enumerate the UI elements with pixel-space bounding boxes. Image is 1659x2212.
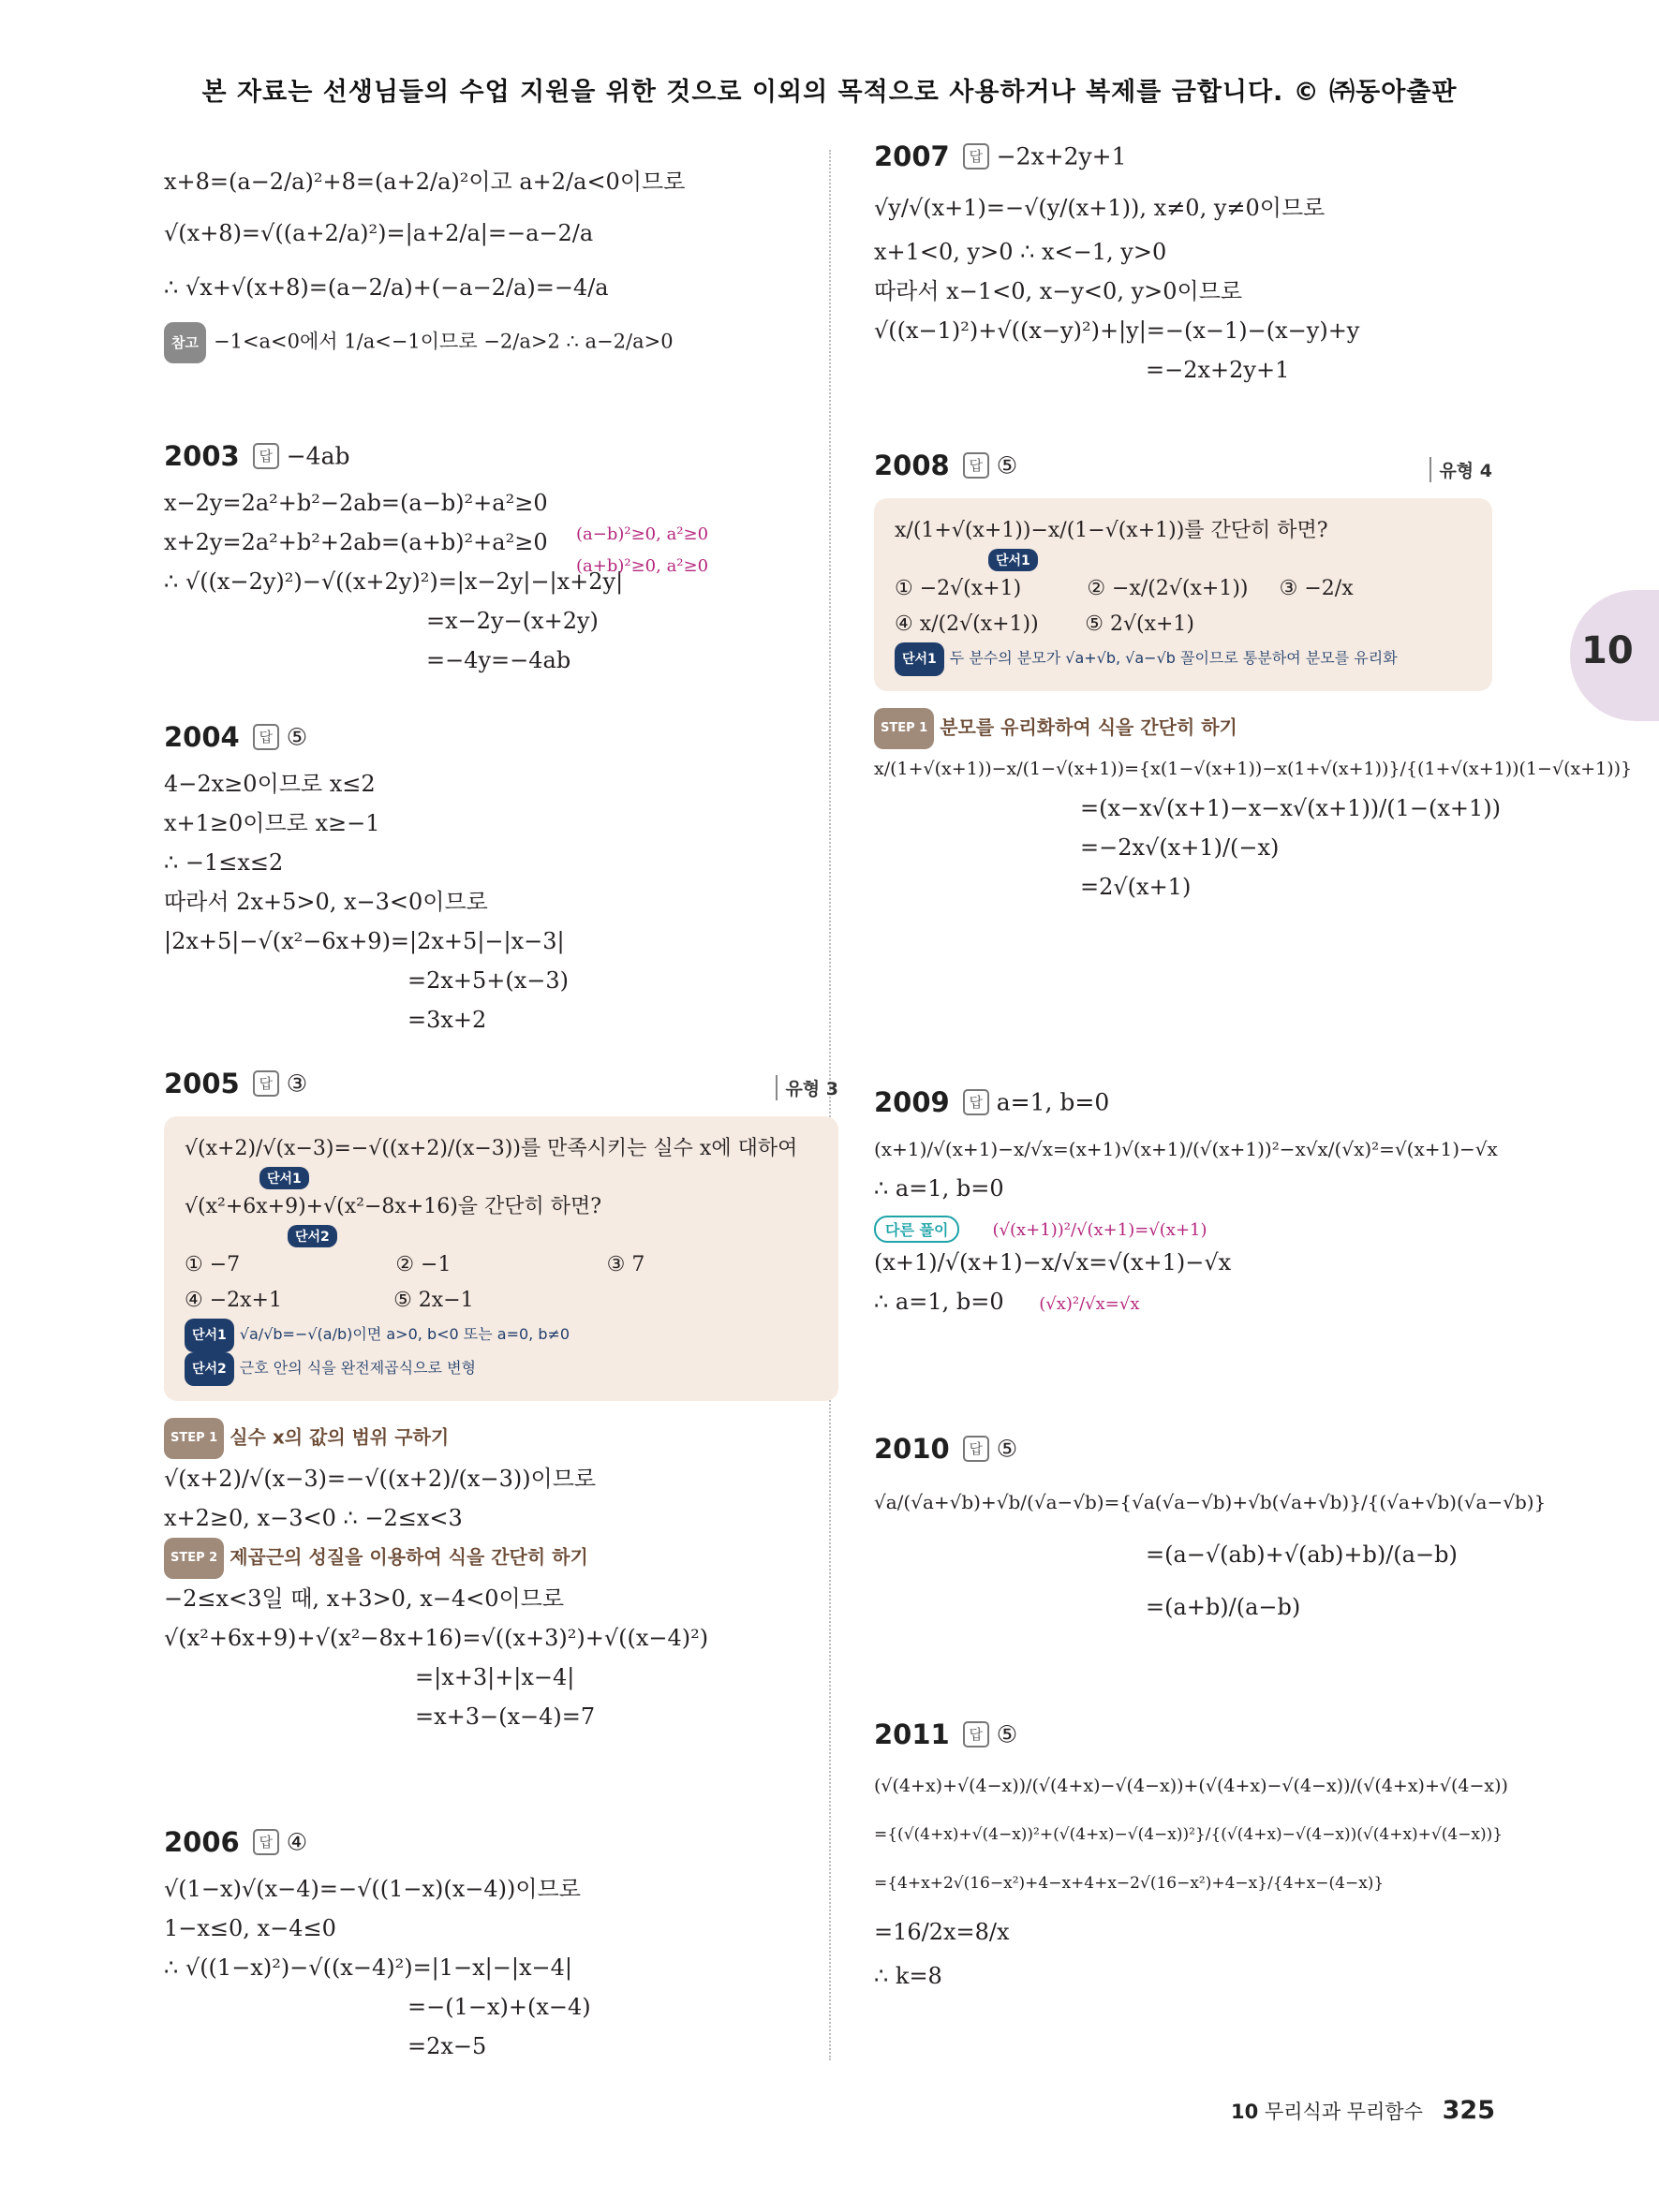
- solution-line: x+1<0, y>0 ∴ x<−1, y>0: [874, 239, 1167, 265]
- problem-header: [874, 140, 1492, 184]
- answer-mark-icon: 답: [253, 1070, 279, 1097]
- options-row: [185, 1247, 818, 1283]
- solution-line: =(a+b)/(a−b): [1146, 1594, 1301, 1620]
- solution-line: =x+3−(x−4)=7: [415, 1703, 596, 1730]
- side-note: (a−b)²≥0, a²≥0: [576, 524, 709, 544]
- solution-line: 4−2x≥0이므로 x≤2: [164, 771, 376, 797]
- problem-type-label: 유형 4: [1429, 457, 1492, 482]
- option: ③ −2/x: [1279, 577, 1354, 600]
- problem-statement: √(x+2)/√(x−3)=−√((x+2)/(x−3))를 만족시키는 실수 x에 대하여: [185, 1137, 798, 1160]
- option: ④ −2x+1: [185, 1289, 282, 1312]
- step-heading: STEP 1 실수 x의 값의 범위 구하기: [164, 1418, 838, 1459]
- option: ⑤ 2x−1: [393, 1289, 474, 1312]
- problem-header: [874, 1086, 1492, 1129]
- reference-note: [164, 322, 838, 363]
- problem-header: [164, 1068, 838, 1111]
- hint-line: 단서2 근호 안의 식을 완전제곱식으로 변형: [185, 1352, 818, 1386]
- solution-line: 1−x≤0, x−4≤0: [164, 1915, 336, 1941]
- solution-line: =16/2x=8/x: [874, 1919, 1010, 1945]
- option: ④ x/(2√(x+1)): [895, 612, 1039, 636]
- footer-chapter: 10: [1231, 2101, 1259, 2123]
- solution-line: ∴ √((x−2y)²)−√((x+2y)²)=|x−2y|−|x+2y|: [164, 568, 624, 595]
- solution-line: =2√(x+1): [1080, 874, 1192, 900]
- answer-mark-icon: 답: [253, 443, 279, 469]
- solution-line: ∴ −1≤x≤2: [164, 849, 284, 876]
- hint-line: 단서1 두 분수의 분모가 √a+√b, √a−√b 꼴이므로 통분하여 분모를 유리화: [895, 642, 1472, 676]
- solution-line: =2x−5: [407, 2033, 487, 2059]
- problem-2009: [874, 1086, 1498, 1324]
- options-row: [895, 607, 1276, 642]
- solution-line: ∴ k=8: [874, 1963, 942, 1989]
- solution-line: =x−2y−(x+2y): [426, 608, 599, 634]
- solution-line: |2x+5|−√(x²−6x+9)=|2x+5|−|x−3|: [164, 928, 565, 954]
- solution-line: −2≤x<3일 때, x+3>0, x−4<0이므로: [164, 1585, 565, 1612]
- solution-line: √(x²+6x+9)+√(x²−8x+16)=√((x+3)²)+√((x−4)²): [164, 1625, 709, 1651]
- problem-number: 2005: [164, 1068, 240, 1099]
- answer-mark-icon: 답: [253, 1829, 279, 1855]
- solution-line: √(1−x)√(x−4)=−√((1−x)(x−4))이므로: [164, 1876, 581, 1902]
- solution-line: (√(4+x)+√(4−x))/(√(4+x)−√(4−x))+(√(4+x)−√(4−x))/(√(4+x)+√(4−x)): [874, 1776, 1508, 1796]
- option: ① −2√(x+1): [895, 577, 1022, 600]
- step-heading: STEP 2 제곱근의 성질을 이용하여 식을 간단히 하기: [164, 1538, 838, 1579]
- problem-number: 2003: [164, 440, 240, 472]
- solution-line: √y/√(x+1)=−√(y/(x+1)), x≠0, y≠0이므로: [874, 195, 1326, 221]
- problem-statement: x/(1+√(x+1))−x/(1−√(x+1))를 간단히 하면?: [895, 519, 1328, 542]
- solution-line: =(x−x√(x+1)−x−x√(x+1))/(1−(x+1)): [1080, 795, 1502, 821]
- problem-2011: [874, 1718, 1508, 1996]
- problem-2010: [874, 1433, 1547, 1633]
- problem-2004: [164, 721, 838, 1040]
- problem-2007: [874, 140, 1492, 390]
- problem-2005: [164, 1068, 838, 1736]
- solution-line: x+1≥0이므로 x≥−1: [164, 810, 380, 836]
- solution-line: √a/(√a+√b)+√b/(√a−√b)={√a(√a−√b)+√b(√a+√b)}/{(√a+√b)(√a−√b)}: [874, 1491, 1547, 1513]
- option: ② −1: [395, 1253, 452, 1276]
- problem-2003: [164, 440, 838, 680]
- solution-line: x+2≥0, x−3<0 ∴ −2≤x<3: [164, 1505, 463, 1531]
- chapter-tab-label: 10: [1581, 629, 1634, 672]
- answer-value: ⑤: [286, 723, 308, 751]
- solution-line: =(a−√(ab)+√(ab)+b)/(a−b): [1146, 1541, 1458, 1568]
- reference-chip: 참고: [164, 322, 206, 363]
- solution-line: x+8=(a−2/a)²+8=(a+2/a)²이고 a+2/a<0이므로: [164, 169, 686, 195]
- solution-line: =−4y=−4ab: [426, 647, 571, 673]
- solution-line: =−(1−x)+(x−4): [407, 1994, 591, 2020]
- solution-line: ∴ √x+√(x+8)=(a−2/a)+(−a−2/a)=−4/a: [164, 274, 609, 301]
- side-note: (√x)²/√x=√x: [1039, 1294, 1140, 1314]
- problem-header: [164, 440, 838, 483]
- solution-line: x/(1+√(x+1))−x/(1−√(x+1))={x(1−√(x+1))−x(1+√(x+1))}/{(1+√(x+1))(1−√(x+1))}: [874, 759, 1633, 779]
- solution-line: =−2x√(x+1)/(−x): [1080, 834, 1280, 861]
- alternative-solution: [874, 1216, 1492, 1324]
- answer-value: ④: [286, 1828, 308, 1856]
- options-row: [185, 1283, 602, 1319]
- solution-line: 따라서 x−1<0, x−y<0, y>0이므로: [874, 278, 1243, 304]
- options-row: [895, 571, 1472, 607]
- problem-box: [874, 498, 1492, 691]
- problem-header: [874, 1718, 1492, 1762]
- solution-line: =|x+3|+|x−4|: [415, 1664, 575, 1690]
- hint-marker: 단서2: [185, 1225, 818, 1247]
- problem-number: 2009: [874, 1086, 950, 1118]
- answer-mark-icon: 답: [963, 1436, 989, 1462]
- answer-value: ⑤: [996, 451, 1018, 479]
- answer-mark-icon: 답: [963, 452, 989, 479]
- solution-line: √(x+8)=√((a+2/a)²)=|a+2/a|=−a−2/a: [164, 220, 594, 246]
- solution-line: ∴ a=1, b=0 (√x)²/√x=√x: [874, 1289, 1140, 1315]
- solution-line: (x+1)/√(x+1)−x/√x=(x+1)√(x+1)/(√(x+1))²−x√x/(√x)²=√(x+1)−√x: [874, 1138, 1498, 1160]
- problem-number: 2007: [874, 140, 950, 172]
- problem-header: [874, 450, 1492, 493]
- answer-value: −2x+2y+1: [996, 142, 1127, 170]
- solution-line: √((x−1)²)+√((x−y)²)+|y|=−(x−1)−(x−y)+y: [874, 317, 1360, 344]
- answer-mark-icon: 답: [253, 724, 279, 750]
- answer-value: ⑤: [996, 1720, 1018, 1748]
- problem-header: [164, 721, 838, 764]
- problem-header: [164, 1826, 838, 1869]
- solution-line: =3x+2: [407, 1007, 487, 1033]
- problem-number: 2011: [874, 1718, 950, 1750]
- answer-value: −4ab: [286, 442, 350, 470]
- answer-mark-icon: 답: [963, 143, 989, 170]
- option: ① −7: [185, 1253, 241, 1276]
- solution-line: ={4+x+2√(16−x²)+4−x+4+x−2√(16−x²)+4−x}/{4+x−(4−x)}: [874, 1874, 1385, 1893]
- answer-value: a=1, b=0: [996, 1088, 1110, 1116]
- answer-value: ⑤: [996, 1435, 1018, 1463]
- problem-number: 2006: [164, 1826, 240, 1858]
- solution-line: √(x+2)/√(x−3)=−√((x+2)/(x−3))이므로: [164, 1466, 597, 1492]
- option: ⑤ 2√(x+1): [1085, 612, 1195, 636]
- side-note: (√(x+1))²/√(x+1)=√(x+1): [992, 1220, 1207, 1240]
- solution-line: ={(√(4+x)+√(4−x))²+(√(4+x)−√(4−x))²}/{(√(4+x)−√(4−x))(√(4+x)+√(4−x))}: [874, 1825, 1503, 1844]
- hint-marker: 단서1: [185, 1167, 818, 1189]
- side-note: (a+b)²≥0, a²≥0: [576, 556, 709, 576]
- reference-text: −1<a<0에서 1/a<−1이므로 −2/a>2 ∴ a−2/a>0: [213, 330, 674, 353]
- option: ② −x/(2√(x+1)): [1087, 577, 1249, 600]
- hint-line: 단서1 √a/√b=−√(a/b)이면 a>0, b<0 또는 a=0, b≠0: [185, 1319, 818, 1352]
- hint-marker: 단서1: [895, 549, 1472, 571]
- step-heading: STEP 1 분모를 유리화하여 식을 간단히 하기: [874, 708, 1492, 749]
- problem-header: [874, 1433, 1492, 1476]
- page-number: 325: [1442, 2096, 1495, 2125]
- solution-line: x+2y=2a²+b²+2ab=(a+b)²+a²≥0 (a−b)²≥0, a²≥0 (a+b)²≥0, a²≥0: [164, 523, 838, 562]
- solution-line: 따라서 2x+5>0, x−3<0이므로: [164, 889, 488, 915]
- chapter-tab: [1570, 590, 1659, 721]
- problem-type-label: 유형 3: [776, 1075, 838, 1100]
- answer-mark-icon: 답: [963, 1089, 989, 1115]
- problem-statement: √(x²+6x+9)+√(x²−8x+16)을 간단히 하면?: [185, 1195, 602, 1218]
- option: ③ 7: [606, 1253, 645, 1276]
- solution-line: (x+1)/√(x+1)−x/√x=√(x+1)−√x: [874, 1249, 1232, 1276]
- solution-line: ∴ a=1, b=0: [874, 1175, 1004, 1202]
- continued-solution: [164, 157, 838, 363]
- problem-number: 2008: [874, 450, 950, 481]
- footer-title: 무리식과 무리함수: [1264, 2101, 1423, 2123]
- solution-line: =−2x+2y+1: [1146, 357, 1290, 383]
- problem-box: [164, 1116, 838, 1401]
- page-footer: [1231, 2096, 1495, 2125]
- problem-number: 2004: [164, 721, 240, 753]
- problem-number: 2010: [874, 1433, 950, 1465]
- solution-line: ∴ √((1−x)²)−√((x−4)²)=|1−x|−|x−4|: [164, 1954, 572, 1981]
- solution-line: =2x+5+(x−3): [407, 967, 570, 994]
- answer-mark-icon: 답: [963, 1721, 989, 1747]
- problem-2006: [164, 1826, 838, 2066]
- answer-value: ③: [286, 1069, 308, 1098]
- alternative-label-row: 다른 풀이 (√(x+1))²/√(x+1)=√(x+1): [874, 1216, 1492, 1243]
- solution-line: x−2y=2a²+b²−2ab=(a−b)²+a²≥0: [164, 490, 548, 516]
- copyright-notice: 본 자료는 선생님들의 수업 지원을 위한 것으로 이외의 목적으로 사용하거나 복제를 금합니다. © ㈜동아출판: [201, 78, 1458, 107]
